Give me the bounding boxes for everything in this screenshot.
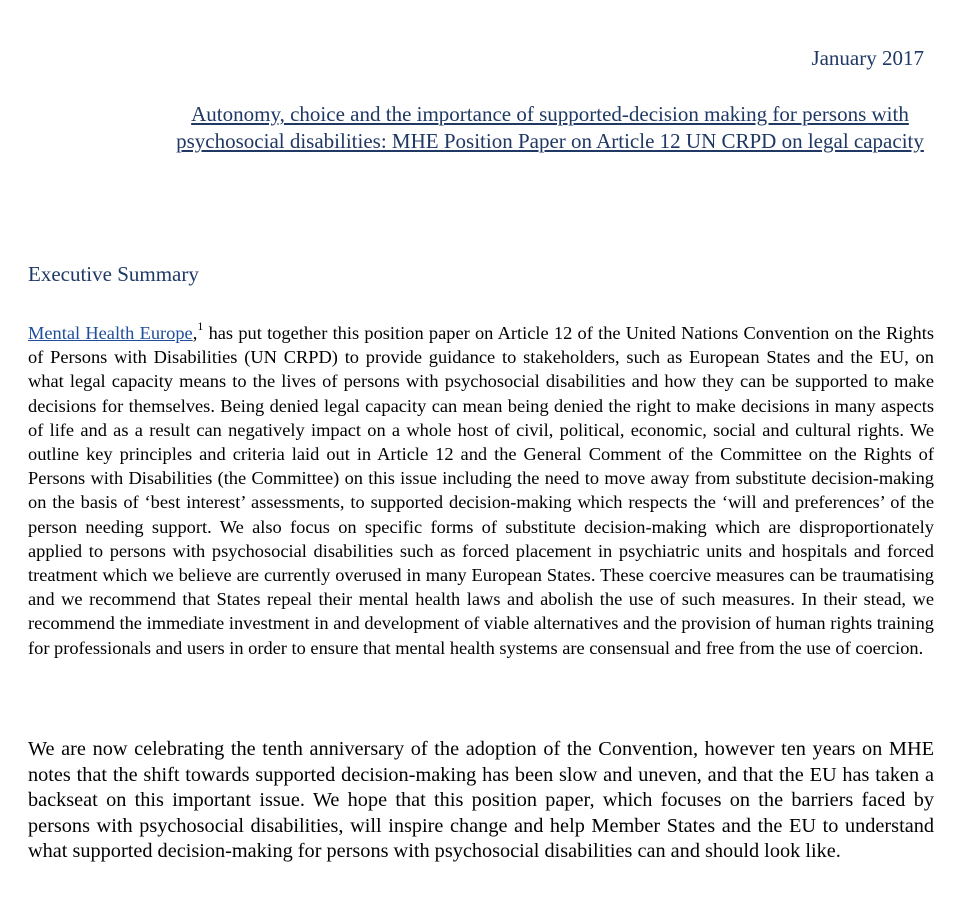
footnote-ref[interactable]: 1 (197, 319, 204, 333)
summary-paragraph-2: We are now celebrating the tenth anniversary of the adoption of the Convention, however ten years on MHE notes that the shift towards supported decision-making has been slow and uneven, and that the EU has taken a backseat on this important issue. We hope that this position paper, which focuses on the barriers faced by persons with psychosocial disabilities, will inspire change and help Member States and the EU to understand what supported decision-making for persons with psychosocial disabilities can and should look like. (28, 738, 934, 863)
paragraph-1-text: has put together this position paper on Article 12 of the United Nations Convention on the Rights of Persons with Disabilities (UN CRPD) to provide guidance to stakeholders, such as European States and the EU, on what legal capacity means to the lives of persons with psychosocial disabilities and how they can be supported to make decisions for themselves. Being denied legal capacity can mean being denied the right to make decisions in many aspects of life and as a result can negatively impact on a whole host of civil, political, economic, social and cultural rights. We outline key principles and criteria laid out in Article 12 and the General Comment of the Committee on the Rights of Persons with Disabilities (the Committee) on this issue including the need to move away from substitute decision-making on the basis of ‘best interest’ assessments, to supported decision-making which respects the ‘will and preferences’ of the person needing support. We also focus on specific forms of substitute decision-making which are disproportionately applied to persons with psychosocial disabilities such as forced placement in psychiatric units and hospitals and forced treatment which we believe are currently overused in many European States. These coercive measures can be traumatising and we recommend that States repeal their mental health laws and abolish the use of such measures. In their stead, we recommend the immediate investment in and development of viable alternatives and the provision of human rights training for professionals and users in order to ensure that mental health systems are consensual and free from the use of coercion. (28, 323, 934, 658)
summary-paragraph-1 (28, 321, 934, 660)
document-date: January 2017 (811, 46, 924, 70)
link-comma: , (192, 323, 198, 343)
section-heading: Executive Summary (28, 262, 199, 286)
document-title: Autonomy, choice and the importance of supported-decision making for persons with psychosocial disabilities: MHE Position Paper on Article 12 UN CRPD on legal capacity (176, 102, 924, 153)
mental-health-europe-link[interactable]: Mental Health Europe (28, 323, 193, 343)
